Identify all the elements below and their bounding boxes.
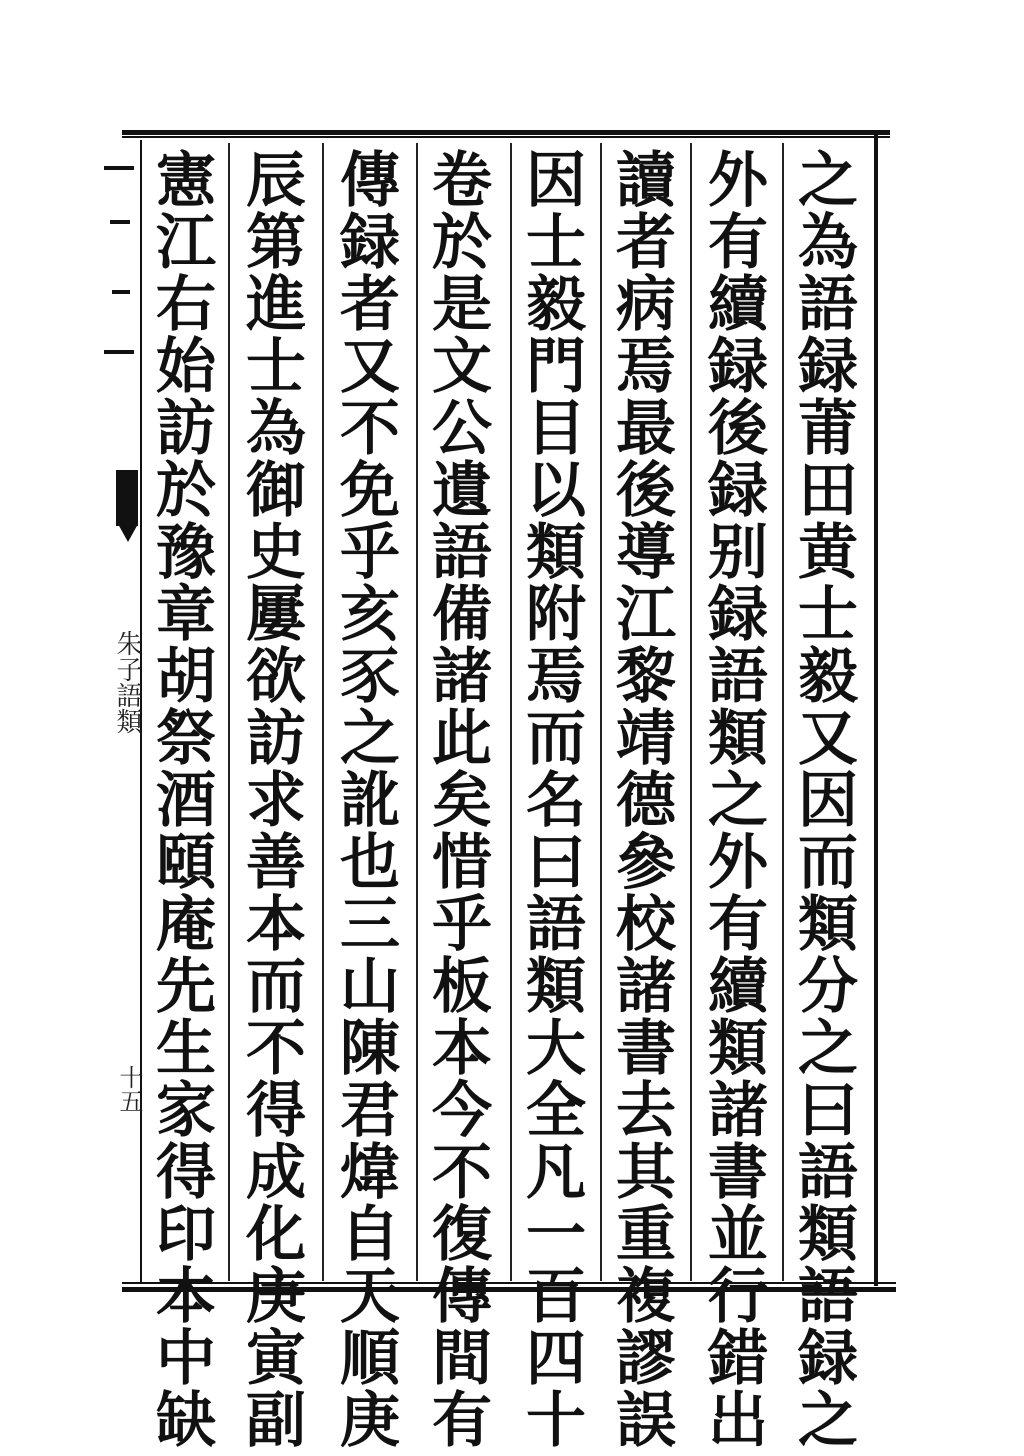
column-character: 諸 [616,952,676,1022]
column-character: 靖 [616,704,676,774]
column-character: 生 [156,1014,216,1084]
column-rule [510,143,512,1281]
text-column [144,146,228,1456]
column-character: 江 [156,208,216,278]
column-rule [416,143,418,1281]
column-character: 校 [616,890,676,960]
column-character: 參 [616,828,676,898]
column-character: 一 [526,1200,586,1270]
margin-tick [110,220,130,224]
column-character: 語 [798,270,858,340]
column-character: 目 [526,394,586,464]
bottom-border [122,1282,896,1292]
column-character: 山 [340,952,400,1022]
column-rule [322,143,324,1281]
column-character: 免 [340,456,400,526]
column-rule [228,143,230,1281]
column-character: 有 [432,1386,492,1456]
column-character: 屢 [246,580,306,650]
column-character: 不 [432,1138,492,1208]
column-character: 曰 [798,1076,858,1146]
column-character: 田 [798,456,858,526]
column-character: 板 [432,952,492,1022]
margin-tick [104,166,134,170]
column-character: 也 [340,828,400,898]
column-character: 士 [246,332,306,402]
fold-margin [96,140,143,1282]
column-rule [782,143,784,1281]
text-column [234,146,318,1456]
column-character: 門 [526,332,586,402]
column-character: 得 [156,1138,216,1208]
column-character: 之 [340,704,400,774]
column-character: 類 [708,1014,768,1084]
column-character: 君 [340,1076,400,1146]
column-character: 本 [246,890,306,960]
column-character: 複 [616,1262,676,1332]
margin-tick [104,350,134,354]
column-character: 語 [798,1262,858,1332]
column-character: 諸 [432,642,492,712]
column-character: 第 [246,208,306,278]
column-character: 於 [432,208,492,278]
column-character: 復 [432,1200,492,1270]
column-character: 右 [156,270,216,340]
column-character: 欲 [246,642,306,712]
column-character: 十 [526,1386,586,1456]
column-character: 求 [246,766,306,836]
column-character: 不 [340,394,400,464]
column-character: 録 [708,456,768,526]
column-character: 備 [432,580,492,650]
column-character: 進 [246,270,306,340]
column-character: 章 [156,580,216,650]
column-character: 遺 [432,456,492,526]
text-column [786,146,870,1456]
column-character: 憲 [156,146,216,216]
column-character: 訪 [156,394,216,464]
column-character: 以 [526,456,586,526]
column-character: 之 [708,766,768,836]
column-character: 全 [526,1076,586,1146]
column-character: 為 [798,208,858,278]
column-character: 惜 [432,828,492,898]
column-character: 御 [246,456,306,526]
column-character: 是 [432,270,492,340]
column-character: 豕 [340,642,400,712]
column-character: 史 [246,518,306,588]
column-character: 訛 [340,766,400,836]
column-character: 又 [798,704,858,774]
top-border [122,130,890,138]
column-character: 附 [526,580,586,650]
column-character: 士 [526,208,586,278]
column-character: 行 [708,1262,768,1332]
column-character: 去 [616,1076,676,1146]
column-character: 語 [432,518,492,588]
column-character: 始 [156,332,216,402]
column-character: 誤 [616,1386,676,1456]
column-character: 錯 [708,1324,768,1394]
column-character: 辰 [246,146,306,216]
column-character: 語 [798,1138,858,1208]
column-character: 類 [708,704,768,774]
column-character: 别 [708,518,768,588]
right-border [874,132,878,1286]
column-character: 酒 [156,766,216,836]
column-character: 善 [246,828,306,898]
column-character: 百 [526,1262,586,1332]
column-character: 書 [708,1138,768,1208]
column-character: 最 [616,394,676,464]
column-character: 焉 [616,332,676,402]
column-character: 德 [616,766,676,836]
column-character: 頤 [156,828,216,898]
column-character: 因 [798,766,858,836]
column-character: 病 [616,270,676,340]
column-character: 類 [798,890,858,960]
column-character: 本 [432,1014,492,1084]
column-character: 中 [156,1324,216,1394]
column-character: 莆 [798,394,858,464]
column-character: 不 [246,1014,306,1084]
column-character: 乎 [432,890,492,960]
column-character: 公 [432,394,492,464]
column-character: 江 [616,580,676,650]
column-character: 自 [340,1200,400,1270]
text-column [604,146,688,1456]
column-character: 四 [526,1324,586,1394]
column-character: 印 [156,1200,216,1270]
column-character: 士 [798,580,858,650]
column-character: 毅 [798,642,858,712]
column-character: 語 [708,642,768,712]
margin-title: 朱子語類 [112,630,142,734]
column-character: 矣 [432,766,492,836]
column-character: 語 [526,890,586,960]
margin-page-number: 十五 [115,1065,143,1113]
column-character: 後 [616,456,676,526]
column-character: 此 [432,704,492,774]
column-character: 乎 [340,518,400,588]
column-character: 類 [526,518,586,588]
column-character: 諸 [708,1076,768,1146]
column-character: 有 [708,208,768,278]
column-character: 訪 [246,704,306,774]
column-character: 庚 [246,1262,306,1332]
column-character: 録 [798,1324,858,1394]
column-character: 三 [340,890,400,960]
column-character: 豫 [156,518,216,588]
column-character: 亥 [340,580,400,650]
column-character: 庵 [156,890,216,960]
column-character: 類 [526,952,586,1022]
column-character: 録 [708,580,768,650]
column-character: 分 [798,952,858,1022]
column-character: 而 [798,828,858,898]
column-character: 胡 [156,642,216,712]
column-character: 之 [798,146,858,216]
column-character: 寅 [246,1324,306,1394]
column-character: 曰 [526,828,586,898]
column-character: 録 [708,332,768,402]
column-character: 缺 [156,1386,216,1456]
column-character: 續 [708,952,768,1022]
column-character: 祭 [156,704,216,774]
column-character: 名 [526,766,586,836]
column-character: 類 [798,1200,858,1270]
column-character: 為 [246,394,306,464]
column-character: 煒 [340,1138,400,1208]
column-character: 家 [156,1076,216,1146]
column-character: 間 [432,1324,492,1394]
column-character: 黎 [616,642,676,712]
column-character: 凡 [526,1138,586,1208]
column-character: 出 [708,1386,768,1456]
column-character: 後 [708,394,768,464]
column-character: 其 [616,1138,676,1208]
column-character: 庚 [340,1386,400,1456]
column-rule [690,143,692,1281]
fishtail-tip [118,524,138,542]
column-character: 傳 [340,146,400,216]
column-character: 於 [156,456,216,526]
column-character: 並 [708,1200,768,1270]
margin-tick [112,290,130,294]
column-character: 而 [246,952,306,1022]
column-character: 今 [432,1076,492,1146]
column-character: 本 [156,1262,216,1332]
text-column [420,146,504,1456]
column-character: 化 [246,1200,306,1270]
column-character: 者 [616,208,676,278]
column-character: 有 [708,890,768,960]
column-character: 文 [432,332,492,402]
text-column [514,146,598,1456]
column-character: 焉 [526,642,586,712]
column-character: 謬 [616,1324,676,1394]
column-character: 者 [340,270,400,340]
column-character: 順 [340,1324,400,1394]
column-character: 又 [340,332,400,402]
column-character: 録 [340,208,400,278]
column-character: 大 [526,1014,586,1084]
column-character: 傳 [432,1262,492,1332]
text-column [696,146,780,1456]
column-rule [600,143,602,1281]
column-character: 書 [616,1014,676,1084]
column-character: 重 [616,1200,676,1270]
column-character: 副 [246,1386,306,1456]
column-character: 之 [798,1386,858,1456]
column-character: 讀 [616,146,676,216]
column-character: 導 [616,518,676,588]
column-character: 外 [708,828,768,898]
column-character: 録 [798,332,858,402]
column-character: 卷 [432,146,492,216]
column-character: 之 [798,1014,858,1084]
fishtail-mark [116,470,138,526]
text-column [328,146,412,1456]
column-character: 成 [246,1138,306,1208]
column-character: 毅 [526,270,586,340]
column-character: 先 [156,952,216,1022]
column-character: 續 [708,270,768,340]
column-character: 黄 [798,518,858,588]
column-character: 而 [526,704,586,774]
column-character: 陳 [340,1014,400,1084]
column-character: 因 [526,146,586,216]
column-character: 外 [708,146,768,216]
column-character: 天 [340,1262,400,1332]
column-character: 得 [246,1076,306,1146]
